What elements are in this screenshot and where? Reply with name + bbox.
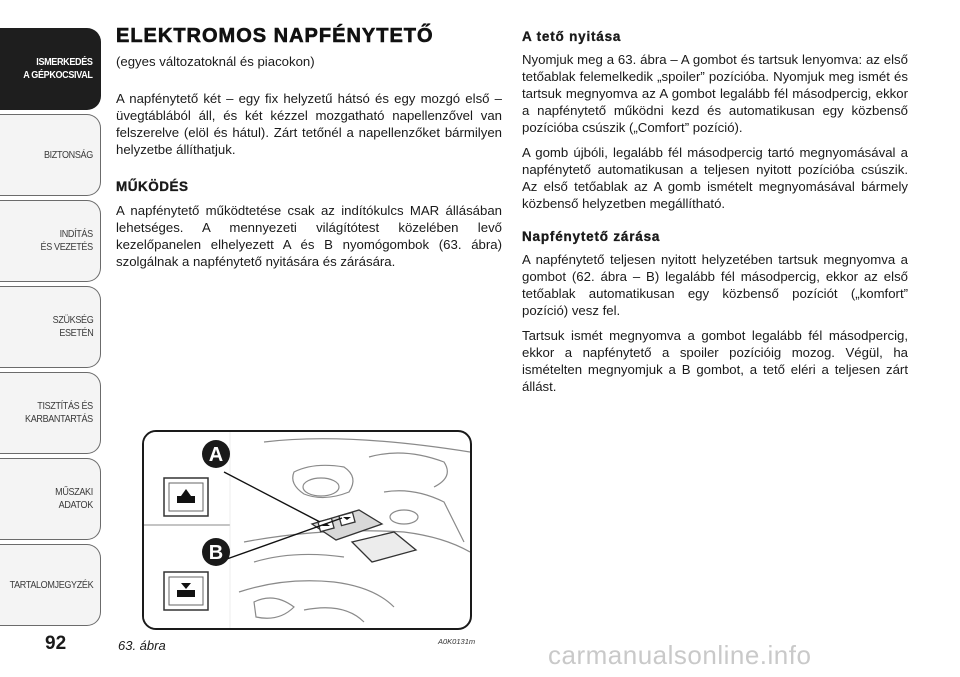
tab-muszaki[interactable] bbox=[0, 458, 101, 540]
figure-code: A0K0131m bbox=[438, 637, 476, 646]
roof-console-illustration bbox=[144, 432, 470, 628]
sunroof-control-figure bbox=[142, 430, 472, 630]
button-a-icon bbox=[164, 478, 208, 516]
subheading-close: Napfénytető zárása bbox=[522, 229, 661, 244]
subheading-open: A tető nyitása bbox=[522, 29, 622, 44]
tab-label: TISZTÍTÁS ÉS KARBANTARTÁS bbox=[25, 400, 93, 425]
tab-ismerkedes[interactable] bbox=[0, 28, 101, 110]
right-column bbox=[522, 28, 908, 403]
section-heading-operation: MŰKÖDÉS bbox=[116, 179, 189, 194]
tab-tisztitas[interactable] bbox=[0, 372, 101, 454]
tab-biztonsag[interactable] bbox=[0, 114, 101, 196]
operation-paragraph: A napfénytető működtetése csak az indítókulcs MAR állásában lehetséges. A mennyezeti világítótest közelében levő kezelőpanelen elhelyezett A és B nyomógombok (63. ábra) szolgálnak a napfénytető nyitására és zárására. bbox=[116, 203, 502, 269]
tab-inditas[interactable] bbox=[0, 200, 101, 282]
page-subtitle: (egyes változatoknál és piacokon) bbox=[116, 54, 315, 69]
tab-label: SZÜKSÉG ESETÉN bbox=[52, 314, 93, 339]
button-b-icon bbox=[164, 572, 208, 610]
tab-szukseg[interactable] bbox=[0, 286, 101, 368]
tab-label: INDÍTÁS ÉS VEZETÉS bbox=[40, 228, 93, 253]
open-paragraph-2: A gomb újbóli, legalább fél másodpercig tartó megnyomásával a napfénytető automatikusan a teljesen nyitott pozícióba csúszik. Az első tetőablak az A gomb ismételt megnyomásával bármely közbenső helyzetben megállítható. bbox=[522, 145, 908, 211]
left-column bbox=[116, 25, 502, 278]
tab-label: ISMERKEDÉS A GÉPKOCSIVAL bbox=[23, 56, 93, 81]
label-b: B bbox=[208, 542, 224, 564]
page-title: ELEKTROMOS NAPFÉNYTETŐ bbox=[116, 25, 434, 47]
watermark: carmanualsonline.info bbox=[548, 640, 812, 670]
open-paragraph-1: Nyomjuk meg a 63. ábra – A gombot és tartsuk lenyomva: az első tetőablak felemelkedik „spoiler” pozícióba. Nyomjuk meg ismét és tartsuk megnyomva az A gombot legalább fél másodpercig, ekkor a napfénytető működni kezd és automatikusan egy közbenső pozícióba csúszik („Comfort” pozíció). bbox=[522, 52, 908, 135]
close-paragraph-1: A napfénytető teljesen nyitott helyzetében tartsuk megnyomva a gombot (62. ábra – B) legalább fél másodpercig, ekkor az első tetőablak automatikusan egy közbenső pozíciót („komfort” pozíció) vesz fel. bbox=[522, 252, 908, 318]
page-number: 92 bbox=[45, 633, 67, 654]
close-paragraph-2: Tartsuk ismét megnyomva a gombot legalább fél másodpercig, ekkor a napfénytető a spoiler pozícióig mozog. Végül, ha ismételten megnyomjuk a B gombot, a tető eléri a teljesen zárt állást. bbox=[522, 328, 908, 394]
tab-label: BIZTONSÁG bbox=[44, 148, 93, 161]
tab-tartalomjegyzek[interactable] bbox=[0, 544, 101, 626]
label-a: A bbox=[208, 444, 224, 466]
tab-label: TARTALOMJEGYZÉK bbox=[9, 578, 93, 591]
tab-label: MŰSZAKI ADATOK bbox=[55, 486, 93, 511]
figure-caption: 63. ábra bbox=[118, 638, 166, 653]
intro-paragraph: A napfénytető két – egy fix helyzetű hátsó és egy mozgó első – üvegtáblából áll, és két kézzel mozgatható napellenzővel van felszerelve (elöl és hátul). Zárt tetőnél a napellenzőket bármilyen helyzetbe állíthatjuk. bbox=[116, 91, 502, 157]
